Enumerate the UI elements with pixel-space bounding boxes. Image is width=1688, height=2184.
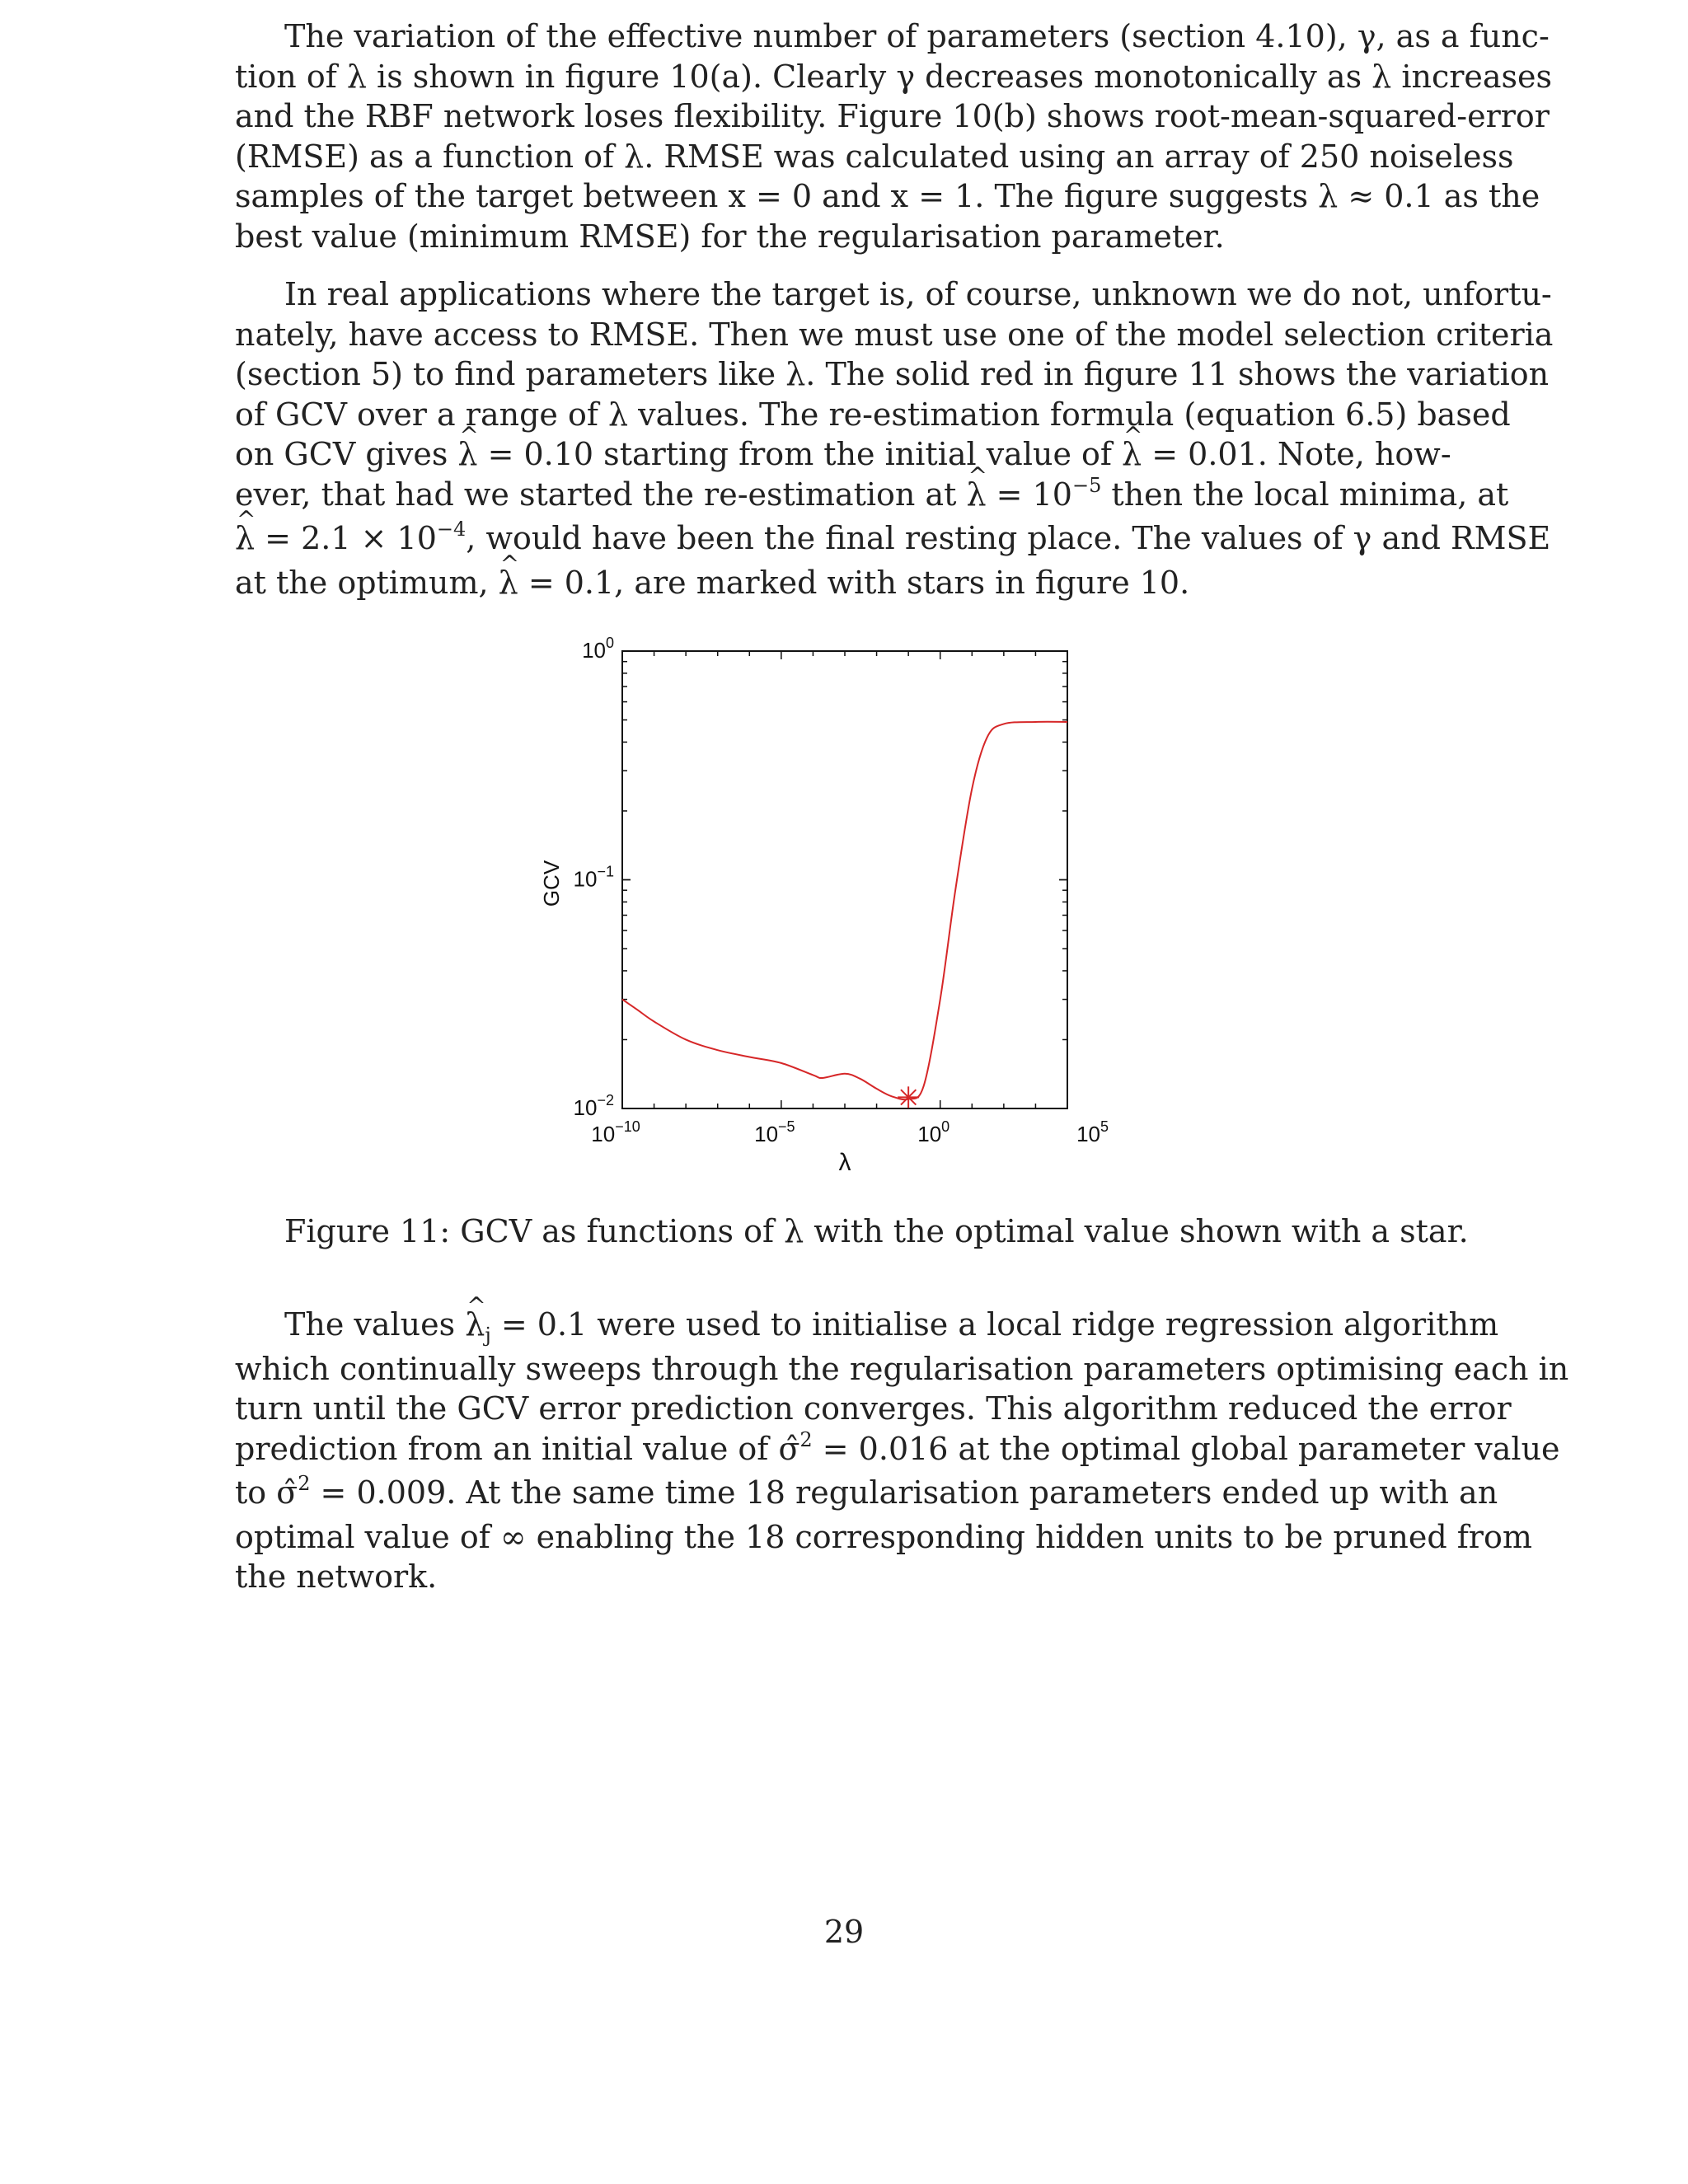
paragraph-1 [235,16,1553,256]
paragraph-2-line [235,473,1509,519]
paragraph-2-line: nately, have access to RMSE. Then we must use one of the model selection criteria [235,316,1554,353]
y-tick-labels [574,635,614,1120]
x-tick-label: $10^{-5}$ [754,1118,795,1146]
y-tick-label: $10^{-1}$ [573,863,614,892]
text-run: = 0.1, are marked with stars in figure 10. [518,564,1190,601]
subscript: j [485,1324,491,1347]
text-run: = 0.009. At the same time 18 regularisation parameters ended up with an [310,1474,1498,1511]
text-run: = 0.016 at the optimal global parameter value [812,1430,1560,1467]
figure-11 [528,635,1154,1203]
paragraph-1-line: tion of λ is shown in figure 10(a). Clearly γ decreases monotonically as λ increases [235,58,1553,95]
paragraph-1-line: (RMSE) as a function of λ. RMSE was calculated using an array of 250 noiseless [235,138,1514,175]
paragraph-3 [235,1305,1569,1597]
text-run: = 10 [986,476,1072,513]
figure-caption: Figure 11: GCV as functions of λ with the optimal value shown with a star. [284,1213,1469,1249]
superscript: −5 [1071,473,1102,497]
gcv-chart [528,635,1154,1203]
paragraph-2-line: (section 5) to find parameters like λ. The solid red in figure 11 shows the variation [235,356,1550,392]
text-run: at the optimum, [235,564,499,601]
paragraph-1-line: samples of the target between x = 0 and x = 1. The figure suggests λ ≈ 0.1 as the [235,178,1540,214]
text-run: , would have been the final resting place. The values of γ and RMSE [466,520,1551,556]
y-tick-label: $10^0$ [582,635,614,663]
text-run: prediction from an initial value of [235,1430,779,1467]
paragraph-1-line: and the RBF network loses flexibility. Figure 10(b) shows root-mean-squared-error [235,98,1550,134]
sigma-hat: σ̂ [276,1474,298,1511]
paragraph-3-line: the network. [235,1558,438,1595]
superscript: 2 [799,1427,813,1451]
lambda-hat: ^ λ [465,1305,485,1345]
x-tick-labels [591,1118,1109,1146]
x-axis-label: λ [838,1149,851,1176]
tick-marks [622,651,1067,1108]
paragraph-2-line: of GCV over a range of λ values. The re-estimation formula (equation 6.5) based [235,396,1511,433]
y-tick-label: $10^{-2}$ [573,1092,614,1120]
text-run: = 0.1 were used to initialise a local ridge regression algorithm [490,1306,1499,1343]
x-tick-label: $10^5$ [1076,1118,1109,1146]
paragraph-3-line [235,1427,1560,1474]
x-tick-label: $10^{-10}$ [591,1118,640,1146]
page-number: 29 [823,1914,865,1950]
superscript: 2 [298,1472,311,1495]
lambda-hat: ^ λ [457,434,477,475]
paragraph-1-line: The variation of the effective number of parameters (section 4.10), γ, as a func- [284,18,1550,54]
superscript: −4 [436,518,467,541]
optimum-star-marker [898,1086,919,1108]
sigma-hat: σ̂ [778,1430,800,1467]
paragraph-3-line: optimal value of ∞ enabling the 18 corresponding hidden units to be pruned from [235,1518,1532,1555]
paragraph-3-line: turn until the GCV error prediction converges. This algorithm reduced the error [235,1390,1512,1427]
paragraph-2-line [235,563,1409,603]
paragraph-3-line [235,1472,1498,1517]
lambda-hat: ^ λ [235,518,255,559]
paragraph-3-line [235,1305,1499,1349]
gcv-series-line [622,722,1067,1099]
x-tick-label: $10^0$ [917,1118,950,1146]
text-run: then the local minima, at [1101,476,1509,513]
text-run: = 0.01. Note, how- [1142,436,1451,472]
lambda-hat: ^ λ [499,563,518,603]
paragraph-2-line [235,518,1551,563]
paragraph-1-line: best value (minimum RMSE) for the regularisation parameter. [235,218,1225,255]
text-run: The values [284,1306,466,1343]
lambda-hat: ^ λ [967,475,987,515]
text-run: to [235,1474,277,1511]
text-run: ever, that had we started the re-estimation at [235,476,967,513]
paragraph-2-line: In real applications where the target is, of course, unknown we do not, unfortu- [284,276,1552,312]
paragraph-2 [235,274,1554,602]
paragraph-2-line [235,434,1451,475]
text-run: on GCV gives [235,436,458,472]
lambda-hat: ^ λ [1122,434,1142,475]
text-run: = 2.1 × 10 [255,520,437,556]
y-axis-label: GCV [539,860,564,907]
text-run: = 0.10 starting from the initial value of [477,436,1123,472]
plot-frame [622,651,1067,1108]
paragraph-3-line: which continually sweeps through the regularisation parameters optimising each in [235,1350,1569,1387]
